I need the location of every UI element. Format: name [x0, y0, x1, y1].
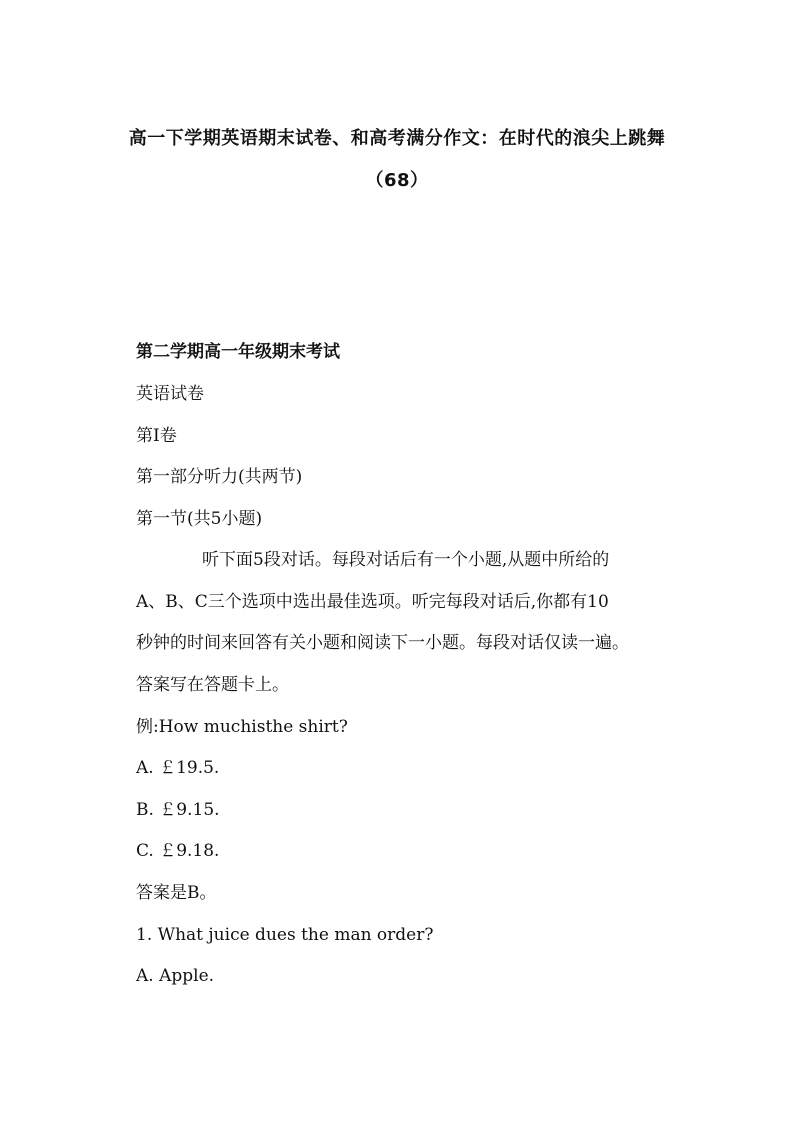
instructions-line-2: A、B、C三个选项中选出最佳选项。听完每段对话后,你都有10 [136, 592, 609, 612]
part-heading: 第一部分听力(共两节) [136, 467, 303, 487]
document-title-number: （68） [365, 170, 429, 191]
exam-subject: 英语试卷 [136, 384, 204, 404]
instructions-line-1: 听下面5段对话。每段对话后有一个小题,从题中所给的 [202, 550, 610, 570]
exam-heading: 第二学期高一年级期末考试 [136, 342, 340, 362]
instructions-line-4: 答案写在答题卡上。 [136, 675, 289, 695]
question-1: 1. What juice dues the man order? [136, 925, 434, 945]
document-title: 高一下学期英语期末试卷、和高考满分作文：在时代的浪尖上跳舞 [128, 128, 666, 149]
example-option-b: B. ￡9.15. [136, 800, 220, 820]
example-question: 例:How muchisthe shirt? [136, 717, 348, 737]
question-1-option-a: A. Apple. [136, 966, 215, 986]
volume-label: 第Ⅰ卷 [136, 426, 177, 446]
example-option-a: A. ￡19.5. [136, 758, 220, 778]
section-heading: 第一节(共5小题) [136, 509, 263, 529]
example-answer: 答案是B。 [136, 883, 217, 903]
instructions-line-3: 秒钟的时间来回答有关小题和阅读下一小题。每段对话仅读一遍。 [136, 633, 629, 653]
example-option-c: C. ￡9.18. [136, 841, 220, 861]
